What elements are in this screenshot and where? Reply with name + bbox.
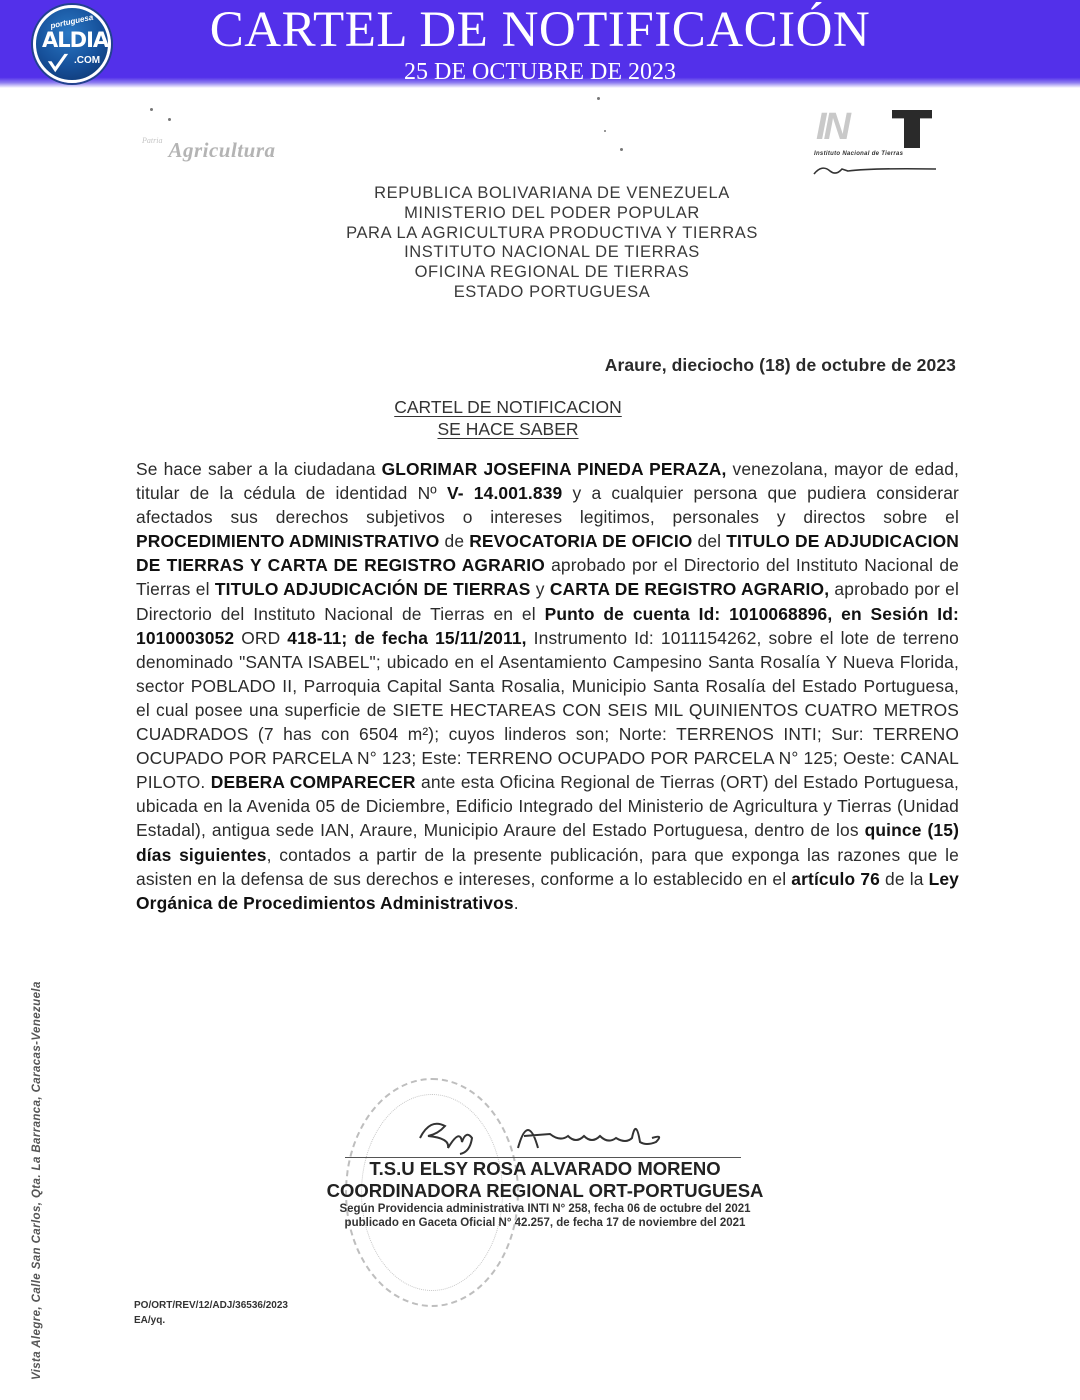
scan-speck [620,148,623,151]
body-segment: ORD [234,627,288,648]
logo-suffix: .COM [74,55,101,66]
banner-date: 25 DE OCTUBRE DE 2023 [404,59,676,85]
notice-body [136,457,959,915]
signature-icon [400,1108,690,1156]
inti-t-mark-icon [892,110,932,148]
body-segment: aprobado por el Directorio del Instituto Nacional de Tierras en el [136,579,960,624]
body-bold-segment: artículo 76 [791,868,880,889]
body-segment: ante esta Oficina Regional de Tierras (ORT) del Estado Portuguesa, ubicada en la Avenida 05 de Diciembre, Edificio Integrado del Ministerio de Agricultura y Tierras (Unidad Estadal), antigua sede IAN, Araure, Municipio Araure del Estado Portuguesa, dentro de los [136,772,959,841]
swoosh-icon [812,162,942,178]
body-bold-segment: Punto de cuenta Id: 1010068896, en Sesión Id: 1010003052 [136,603,959,648]
scan-speck [604,130,606,132]
body-bold-segment: TITULO ADJUDICACIÓN DE TIERRAS [214,579,531,600]
body-bold-segment: REVOCATORIA DE OFICIO [469,531,693,552]
authority-line-1: Según Providencia administrativa INTI N° 258, fecha 06 de octubre del 2021 [339,1203,751,1215]
letterhead-line: INSTITUTO NACIONAL DE TIERRAS [404,243,700,262]
body-bold-segment: CARTA DE REGISTRO AGRARIO, [549,579,830,600]
signatory-role: COORDINADORA REGIONAL ORT-PORTUGUESA [326,1180,764,1201]
typist-initials: EA/yq. [134,1315,166,1326]
body-segment: de la [879,868,929,889]
inti-logo-letters: IN [816,106,848,148]
dateline: Araure, dieciocho (18) de octubre de 2023 [604,355,956,375]
body-segment: y a cualquier persona que pudiera considerar afectados sus derechos subjetivos o intereses legitimos, personales y directos sobre el [136,483,959,528]
banner-title: CARTEL DE NOTIFICACIÓN [209,2,871,58]
side-address: Vista Alegre, Calle San Carlos, Qta. La Barranca, Caracas-Venezuela [31,981,43,1380]
body-segment: Instrumento Id: 1011154262, sobre el lote de terreno denominado "SANTA ISABEL"; ubicado en el Asentamiento Campesino Santa Rosalía Y Nueva Florida, sector POBLADO II, Parroquia Capital Santa Rosalia, Municipio Santa Rosalía del Estado Portuguesa, el cual posee una superficie de SIETE HECTAREAS CON SEIS MIL QUINIENTOS CUATRO METROS CUADRADOS (7 has con 6504 m²); cuyos linderos son; Norte: TERRENOS INTI; Sur: TERRENO OCUPADO POR PARCELA N° 123; Este: TERRENO OCUPADO POR PARCELA N° 125; Oeste: CANAL PILOTO. [136,627,959,793]
body-bold-segment: PROCEDIMIENTO ADMINISTRATIVO [136,531,440,552]
scan-speck [168,118,171,121]
body-segment: del [692,531,727,552]
reference-code: PO/ORT/REV/12/ADJ/36536/2023 [134,1300,288,1311]
letterhead-line: PARA LA AGRICULTURA PRODUCTIVA Y TIERRAS [346,223,758,242]
body-segment: de [439,531,470,552]
body-bold-segment: TITULO DE ADJUDICACION DE TIERRAS Y CARTA DE REGISTRO AGRARIO [136,531,959,576]
logo-main-text: ALDIA [42,28,109,52]
title-line-2: SE HACE SABER [437,419,579,439]
letterhead-line: ESTADO PORTUGUESA [453,282,651,301]
body-segment: Se hace saber a la ciudadana [136,459,382,479]
scan-speck [150,108,153,111]
body-bold-segment: V- 14.001.839 [446,483,563,504]
body-bold-segment: quince (15) días siguientes [136,820,960,865]
agricultura-logo-small: Patria [142,136,163,145]
inti-logo [812,106,942,180]
logo-top-text: portuguesa [49,12,95,31]
title-line-1: CARTEL DE NOTIFICACION [394,397,622,417]
body-segment: y [530,579,550,600]
agricultura-logo-text: Agricultura [168,138,276,162]
letterhead [200,184,904,303]
inti-logo-caption: Instituto Nacional de Tierras [814,151,904,157]
letterhead-line: REPUBLICA BOLIVARIANA DE VENEZUELA [374,184,730,202]
body-segment: venezolana, mayor de edad, titular de la cédula de identidad Nº [136,459,959,504]
document-title [308,396,708,440]
signatory-authority [250,1203,840,1230]
body-bold-segment: DEBERA COMPARECER [210,772,416,793]
reference-block [134,1298,288,1328]
body-bold-segment: Ley Orgánica de Procedimientos Administrativos [136,868,959,913]
letterhead-line: MINISTERIO DEL PODER POPULAR [404,203,700,222]
agricultura-logo [142,132,276,162]
body-segment: , contados a partir de la presente publicación, para que exponga las razones que le asisten en la defensa de sus derechos e intereses, conforme a lo establecido en el [136,844,959,889]
body-segment: . [513,892,519,913]
body-segment: aprobado por el Directorio del Instituto Nacional de Tierras el [136,555,959,600]
authority-line-2: publicado en Gaceta Oficial N° 42.257, de fecha 17 de noviembre del 2021 [344,1216,746,1229]
letterhead-line: OFICINA REGIONAL DE TIERRAS [414,263,690,282]
body-bold-segment: GLORIMAR JOSEFINA PINEDA PERAZA, [381,459,727,479]
header-banner [0,0,1080,88]
signatory-name: T.S.U ELSY ROSA ALVARADO MORENO [369,1158,721,1179]
scan-speck [597,97,600,100]
body-bold-segment: 418-11; de fecha 15/11/2011, [287,627,527,648]
